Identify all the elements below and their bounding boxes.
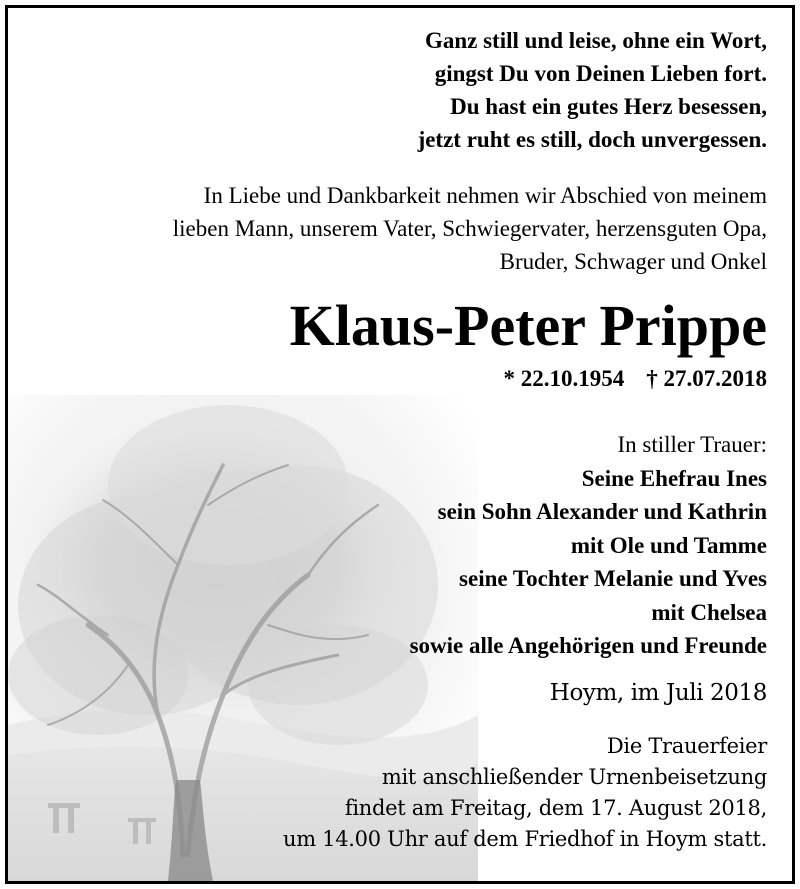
mourner-line: Seine Ehefrau Ines bbox=[581, 465, 767, 491]
verse-line: Du hast ein gutes Herz besessen, bbox=[450, 94, 767, 119]
verse-line: Ganz still und leise, ohne ein Wort, bbox=[424, 28, 767, 53]
funeral-line: findet am Freitag, dem 17. August 2018, bbox=[344, 796, 767, 820]
place-and-date: Hoym, im Juli 2018 bbox=[549, 680, 767, 706]
funeral-line: um 14.00 Uhr auf dem Friedhof in Hoym statt. bbox=[282, 827, 767, 851]
mourner-line: mit Chelsea bbox=[651, 599, 767, 625]
funeral-line: Die Trauerfeier bbox=[606, 734, 767, 758]
farewell-text bbox=[173, 179, 767, 278]
life-dates bbox=[504, 362, 768, 395]
verse-line: gingst Du von Deinen Lieben fort. bbox=[434, 61, 767, 86]
memorial-verse bbox=[418, 24, 767, 156]
mourner-line: sein Sohn Alexander und Kathrin bbox=[437, 499, 767, 524]
mourners-list bbox=[410, 428, 767, 663]
farewell-line: Bruder, Schwager und Onkel bbox=[499, 249, 767, 274]
farewell-line: lieben Mann, unserem Vater, Schwiegervater, herzensguten Opa, bbox=[172, 216, 767, 241]
deceased-name: Klaus-Peter Prippe bbox=[289, 293, 767, 358]
death-date: † 27.07.2018 bbox=[646, 366, 767, 391]
mourning-heading: In stiller Trauer: bbox=[617, 432, 767, 457]
funeral-details bbox=[283, 731, 767, 855]
mourner-line: sowie alle Angehörigen und Freunde bbox=[409, 633, 767, 658]
birth-date: * 22.10.1954 bbox=[503, 366, 625, 391]
mourner-line: seine Tochter Melanie und Yves bbox=[459, 566, 767, 591]
mourner-line: mit Ole und Tamme bbox=[570, 532, 767, 558]
farewell-line: In Liebe und Dankbarkeit nehmen wir Abschied von meinem bbox=[203, 183, 767, 208]
funeral-line: mit anschließender Urnenbeisetzung bbox=[381, 765, 767, 789]
verse-line: jetzt ruht es still, doch unvergessen. bbox=[417, 127, 767, 152]
